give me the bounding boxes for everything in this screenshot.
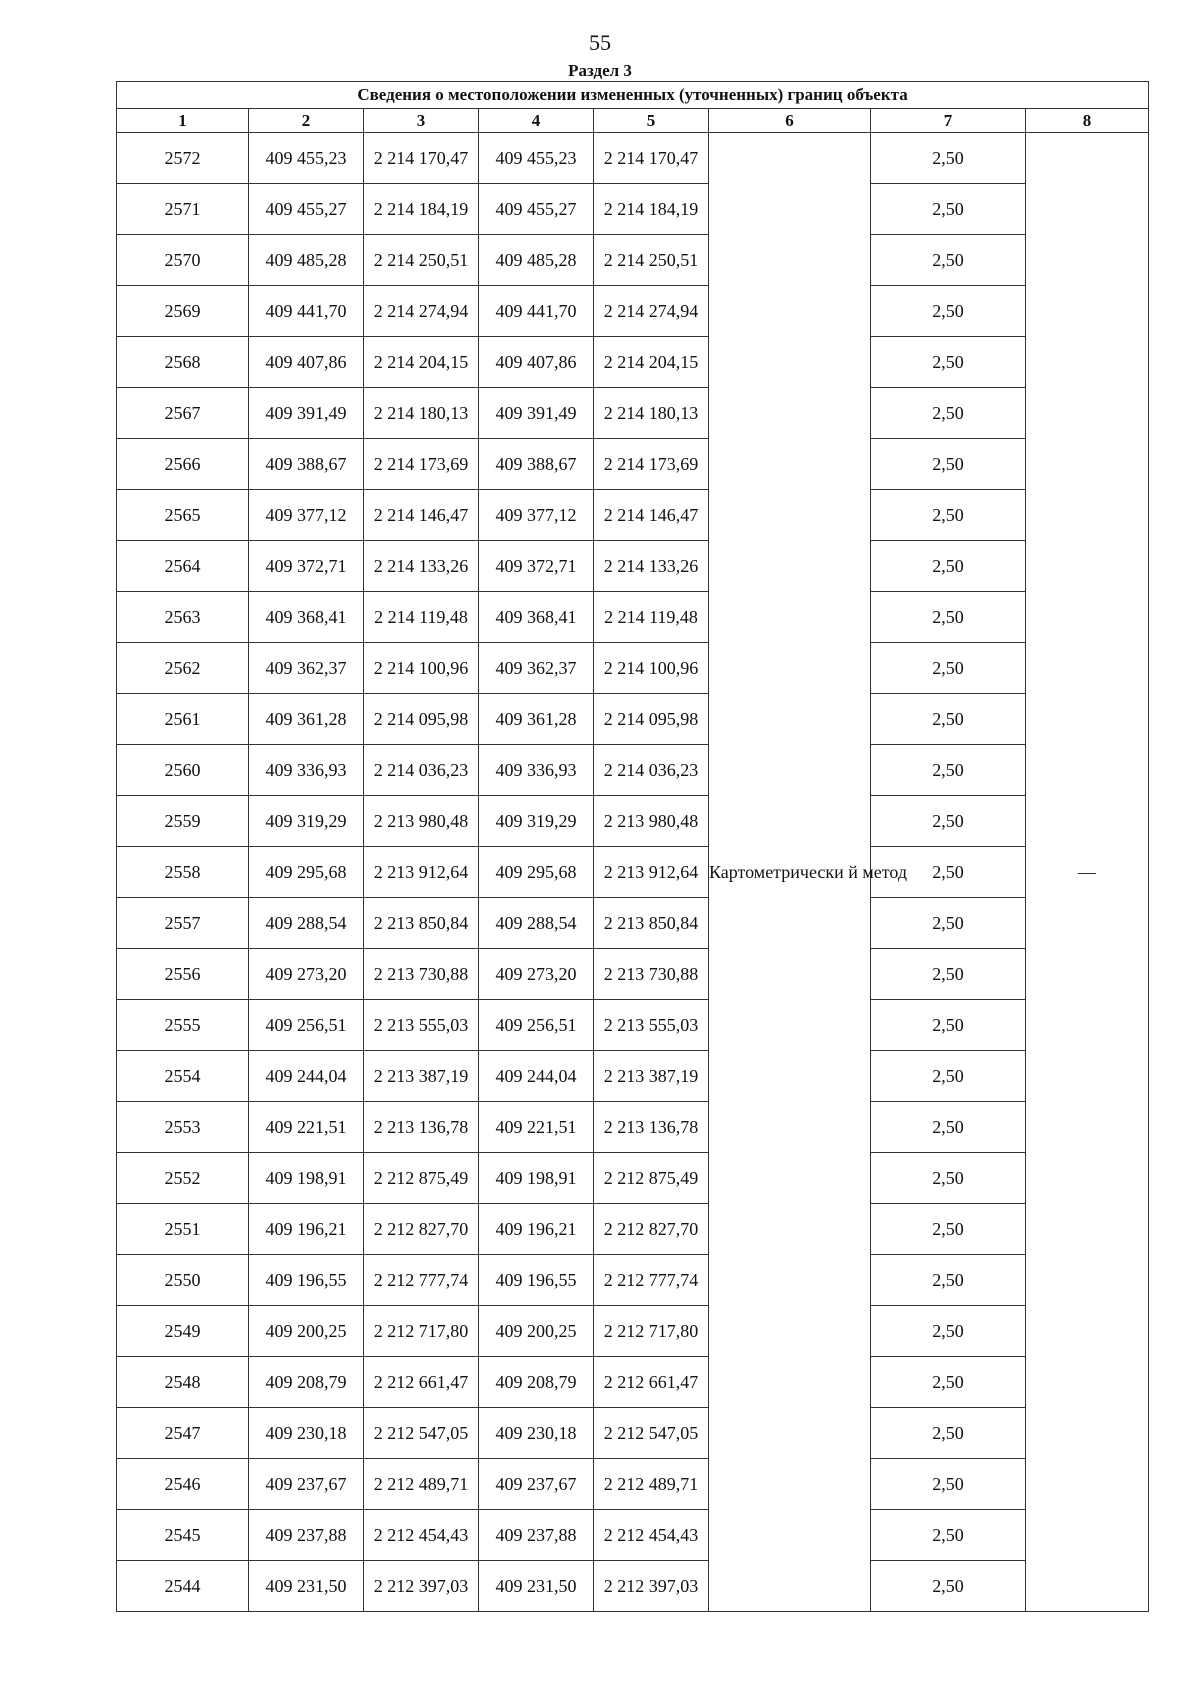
x-old-cell: 409 208,79 [249,1357,364,1408]
table-row [117,1306,1149,1357]
x-new-cell: 409 230,18 [479,1408,594,1459]
y-old-cell: 2 213 980,48 [364,796,479,847]
point-number-cell: 2570 [117,235,249,286]
y-old-cell: 2 213 912,64 [364,847,479,898]
x-new-cell: 409 221,51 [479,1102,594,1153]
table-row [117,286,1149,337]
y-new-cell: 2 214 133,26 [594,541,709,592]
y-new-cell: 2 212 875,49 [594,1153,709,1204]
x-old-cell: 409 237,67 [249,1459,364,1510]
y-new-cell: 2 212 827,70 [594,1204,709,1255]
x-old-cell: 409 388,67 [249,439,364,490]
point-number-cell: 2554 [117,1051,249,1102]
y-new-cell: 2 212 717,80 [594,1306,709,1357]
x-old-cell: 409 361,28 [249,694,364,745]
y-old-cell: 2 213 850,84 [364,898,479,949]
y-new-cell: 2 214 204,15 [594,337,709,388]
x-new-cell: 409 295,68 [479,847,594,898]
point-number-cell: 2553 [117,1102,249,1153]
x-new-cell: 409 372,71 [479,541,594,592]
table-row [117,1459,1149,1510]
y-new-cell: 2 214 250,51 [594,235,709,286]
point-number-cell: 2565 [117,490,249,541]
y-new-cell: 2 214 180,13 [594,388,709,439]
y-old-cell: 2 214 119,48 [364,592,479,643]
column-number-8: 8 [1026,109,1149,133]
x-old-cell: 409 273,20 [249,949,364,1000]
x-new-cell: 409 288,54 [479,898,594,949]
y-new-cell: 2 214 119,48 [594,592,709,643]
x-new-cell: 409 196,21 [479,1204,594,1255]
x-new-cell: 409 244,04 [479,1051,594,1102]
y-new-cell: 2 213 136,78 [594,1102,709,1153]
x-new-cell: 409 208,79 [479,1357,594,1408]
x-new-cell: 409 200,25 [479,1306,594,1357]
accuracy-cell: 2,50 [871,1000,1026,1051]
x-old-cell: 409 237,88 [249,1510,364,1561]
accuracy-cell: 2,50 [871,949,1026,1000]
section-title: Раздел 3 [568,61,632,80]
table-row [117,949,1149,1000]
y-old-cell: 2 214 274,94 [364,286,479,337]
y-new-cell: 2 213 850,84 [594,898,709,949]
y-old-cell: 2 214 173,69 [364,439,479,490]
x-old-cell: 409 485,28 [249,235,364,286]
point-number-cell: 2564 [117,541,249,592]
y-new-cell: 2 214 100,96 [594,643,709,694]
boundary-coordinates-table [116,81,1149,1612]
y-old-cell: 2 214 180,13 [364,388,479,439]
y-old-cell: 2 213 555,03 [364,1000,479,1051]
x-new-cell: 409 455,23 [479,133,594,184]
accuracy-cell: 2,50 [871,439,1026,490]
x-new-cell: 409 388,67 [479,439,594,490]
column-number-2: 2 [249,109,364,133]
accuracy-cell: 2,50 [871,694,1026,745]
point-number-cell: 2550 [117,1255,249,1306]
y-old-cell: 2 214 095,98 [364,694,479,745]
y-new-cell: 2 213 980,48 [594,796,709,847]
table-row [117,1255,1149,1306]
point-number-cell: 2558 [117,847,249,898]
x-new-cell: 409 368,41 [479,592,594,643]
table-row [117,1051,1149,1102]
x-new-cell: 409 391,49 [479,388,594,439]
y-old-cell: 2 214 036,23 [364,745,479,796]
table-row [117,388,1149,439]
accuracy-cell: 2,50 [871,1306,1026,1357]
y-old-cell: 2 214 100,96 [364,643,479,694]
x-old-cell: 409 295,68 [249,847,364,898]
y-new-cell: 2 214 095,98 [594,694,709,745]
accuracy-cell: 2,50 [871,490,1026,541]
accuracy-cell: 2,50 [871,235,1026,286]
table-row [117,1204,1149,1255]
point-number-cell: 2557 [117,898,249,949]
x-new-cell: 409 198,91 [479,1153,594,1204]
x-new-cell: 409 231,50 [479,1561,594,1612]
x-old-cell: 409 230,18 [249,1408,364,1459]
y-old-cell: 2 212 661,47 [364,1357,479,1408]
accuracy-cell: 2,50 [871,388,1026,439]
table-row [117,541,1149,592]
y-old-cell: 2 212 397,03 [364,1561,479,1612]
y-old-cell: 2 212 489,71 [364,1459,479,1510]
point-number-cell: 2569 [117,286,249,337]
point-number-cell: 2549 [117,1306,249,1357]
point-number-cell: 2548 [117,1357,249,1408]
x-new-cell: 409 237,88 [479,1510,594,1561]
point-number-cell: 2560 [117,745,249,796]
y-new-cell: 2 214 184,19 [594,184,709,235]
accuracy-cell: 2,50 [871,745,1026,796]
column-number-row [117,109,1149,133]
x-new-cell: 409 256,51 [479,1000,594,1051]
y-old-cell: 2 212 875,49 [364,1153,479,1204]
table-row [117,898,1149,949]
table-row [117,184,1149,235]
y-old-cell: 2 213 730,88 [364,949,479,1000]
y-new-cell: 2 212 489,71 [594,1459,709,1510]
accuracy-cell: 2,50 [871,1102,1026,1153]
table-row [117,643,1149,694]
table-row [117,337,1149,388]
accuracy-cell: 2,50 [871,337,1026,388]
point-number-cell: 2555 [117,1000,249,1051]
x-old-cell: 409 196,21 [249,1204,364,1255]
x-new-cell: 409 361,28 [479,694,594,745]
column-number-1: 1 [117,109,249,133]
y-new-cell: 2 212 397,03 [594,1561,709,1612]
point-number-cell: 2566 [117,439,249,490]
y-new-cell: 2 213 387,19 [594,1051,709,1102]
y-old-cell: 2 214 170,47 [364,133,479,184]
x-old-cell: 409 455,23 [249,133,364,184]
table-row [117,439,1149,490]
column-number-5: 5 [594,109,709,133]
table-row [117,1561,1149,1612]
point-number-cell: 2563 [117,592,249,643]
point-number-cell: 2545 [117,1510,249,1561]
method-cell: Картометрически й метод [709,133,871,1612]
y-new-cell: 2 213 912,64 [594,847,709,898]
y-new-cell: 2 214 036,23 [594,745,709,796]
y-old-cell: 2 213 136,78 [364,1102,479,1153]
x-old-cell: 409 377,12 [249,490,364,541]
x-old-cell: 409 198,91 [249,1153,364,1204]
point-number-cell: 2571 [117,184,249,235]
x-new-cell: 409 377,12 [479,490,594,541]
y-old-cell: 2 212 717,80 [364,1306,479,1357]
x-old-cell: 409 372,71 [249,541,364,592]
table-row [117,796,1149,847]
accuracy-cell: 2,50 [871,1510,1026,1561]
y-new-cell: 2 213 555,03 [594,1000,709,1051]
table-body [117,133,1149,1612]
y-new-cell: 2 214 173,69 [594,439,709,490]
accuracy-cell: 2,50 [871,1408,1026,1459]
x-old-cell: 409 319,29 [249,796,364,847]
accuracy-cell: 2,50 [871,1051,1026,1102]
point-number-cell: 2556 [117,949,249,1000]
point-number-cell: 2568 [117,337,249,388]
table-row [117,235,1149,286]
x-old-cell: 409 441,70 [249,286,364,337]
accuracy-cell: 2,50 [871,184,1026,235]
x-old-cell: 409 244,04 [249,1051,364,1102]
point-number-cell: 2572 [117,133,249,184]
accuracy-cell: 2,50 [871,1153,1026,1204]
x-new-cell: 409 362,37 [479,643,594,694]
x-old-cell: 409 391,49 [249,388,364,439]
table-row [117,1357,1149,1408]
x-old-cell: 409 368,41 [249,592,364,643]
y-new-cell: 2 214 146,47 [594,490,709,541]
table-caption: Сведения о местоположении измененных (уточненных) границ объекта [117,82,1149,109]
accuracy-cell: 2,50 [871,1204,1026,1255]
table-row [117,490,1149,541]
point-number-cell: 2547 [117,1408,249,1459]
point-number-cell: 2559 [117,796,249,847]
accuracy-cell: 2,50 [871,1459,1026,1510]
point-number-cell: 2562 [117,643,249,694]
point-number-cell: 2552 [117,1153,249,1204]
column-number-7: 7 [871,109,1026,133]
accuracy-cell: 2,50 [871,847,1026,898]
table-row [117,694,1149,745]
table-row [117,1510,1149,1561]
y-new-cell: 2 213 730,88 [594,949,709,1000]
point-number-cell: 2567 [117,388,249,439]
y-old-cell: 2 214 184,19 [364,184,479,235]
accuracy-cell: 2,50 [871,541,1026,592]
column-number-3: 3 [364,109,479,133]
x-old-cell: 409 407,86 [249,337,364,388]
accuracy-cell: 2,50 [871,286,1026,337]
x-old-cell: 409 336,93 [249,745,364,796]
y-old-cell: 2 212 547,05 [364,1408,479,1459]
x-old-cell: 409 288,54 [249,898,364,949]
y-old-cell: 2 214 204,15 [364,337,479,388]
x-new-cell: 409 441,70 [479,286,594,337]
x-new-cell: 409 485,28 [479,235,594,286]
table-row [117,745,1149,796]
x-new-cell: 409 455,27 [479,184,594,235]
y-old-cell: 2 212 454,43 [364,1510,479,1561]
x-new-cell: 409 196,55 [479,1255,594,1306]
x-old-cell: 409 256,51 [249,1000,364,1051]
accuracy-cell: 2,50 [871,1561,1026,1612]
x-new-cell: 409 319,29 [479,796,594,847]
x-new-cell: 409 273,20 [479,949,594,1000]
x-old-cell: 409 362,37 [249,643,364,694]
x-old-cell: 409 231,50 [249,1561,364,1612]
point-number-cell: 2561 [117,694,249,745]
x-old-cell: 409 221,51 [249,1102,364,1153]
table-row [117,1408,1149,1459]
y-new-cell: 2 214 274,94 [594,286,709,337]
point-number-cell: 2546 [117,1459,249,1510]
y-old-cell: 2 214 133,26 [364,541,479,592]
accuracy-cell: 2,50 [871,133,1026,184]
column-number-4: 4 [479,109,594,133]
y-old-cell: 2 212 827,70 [364,1204,479,1255]
point-number-cell: 2551 [117,1204,249,1255]
table-row [117,133,1149,184]
y-old-cell: 2 213 387,19 [364,1051,479,1102]
accuracy-cell: 2,50 [871,796,1026,847]
y-old-cell: 2 214 146,47 [364,490,479,541]
accuracy-cell: 2,50 [871,592,1026,643]
y-new-cell: 2 212 661,47 [594,1357,709,1408]
x-new-cell: 409 407,86 [479,337,594,388]
x-old-cell: 409 196,55 [249,1255,364,1306]
point-number-cell: 2544 [117,1561,249,1612]
accuracy-cell: 2,50 [871,898,1026,949]
table-row [117,1000,1149,1051]
y-old-cell: 2 212 777,74 [364,1255,479,1306]
accuracy-cell: 2,50 [871,1255,1026,1306]
y-old-cell: 2 214 250,51 [364,235,479,286]
table-row [117,847,1149,898]
x-new-cell: 409 237,67 [479,1459,594,1510]
y-new-cell: 2 214 170,47 [594,133,709,184]
accuracy-cell: 2,50 [871,1357,1026,1408]
page-number: 55 [589,30,611,55]
y-new-cell: 2 212 547,05 [594,1408,709,1459]
column-number-6: 6 [709,109,871,133]
x-new-cell: 409 336,93 [479,745,594,796]
table-row [117,592,1149,643]
table-row [117,1153,1149,1204]
table-row [117,1102,1149,1153]
y-new-cell: 2 212 454,43 [594,1510,709,1561]
x-old-cell: 409 455,27 [249,184,364,235]
accuracy-cell: 2,50 [871,643,1026,694]
column8-cell: — [1026,133,1149,1612]
y-new-cell: 2 212 777,74 [594,1255,709,1306]
x-old-cell: 409 200,25 [249,1306,364,1357]
